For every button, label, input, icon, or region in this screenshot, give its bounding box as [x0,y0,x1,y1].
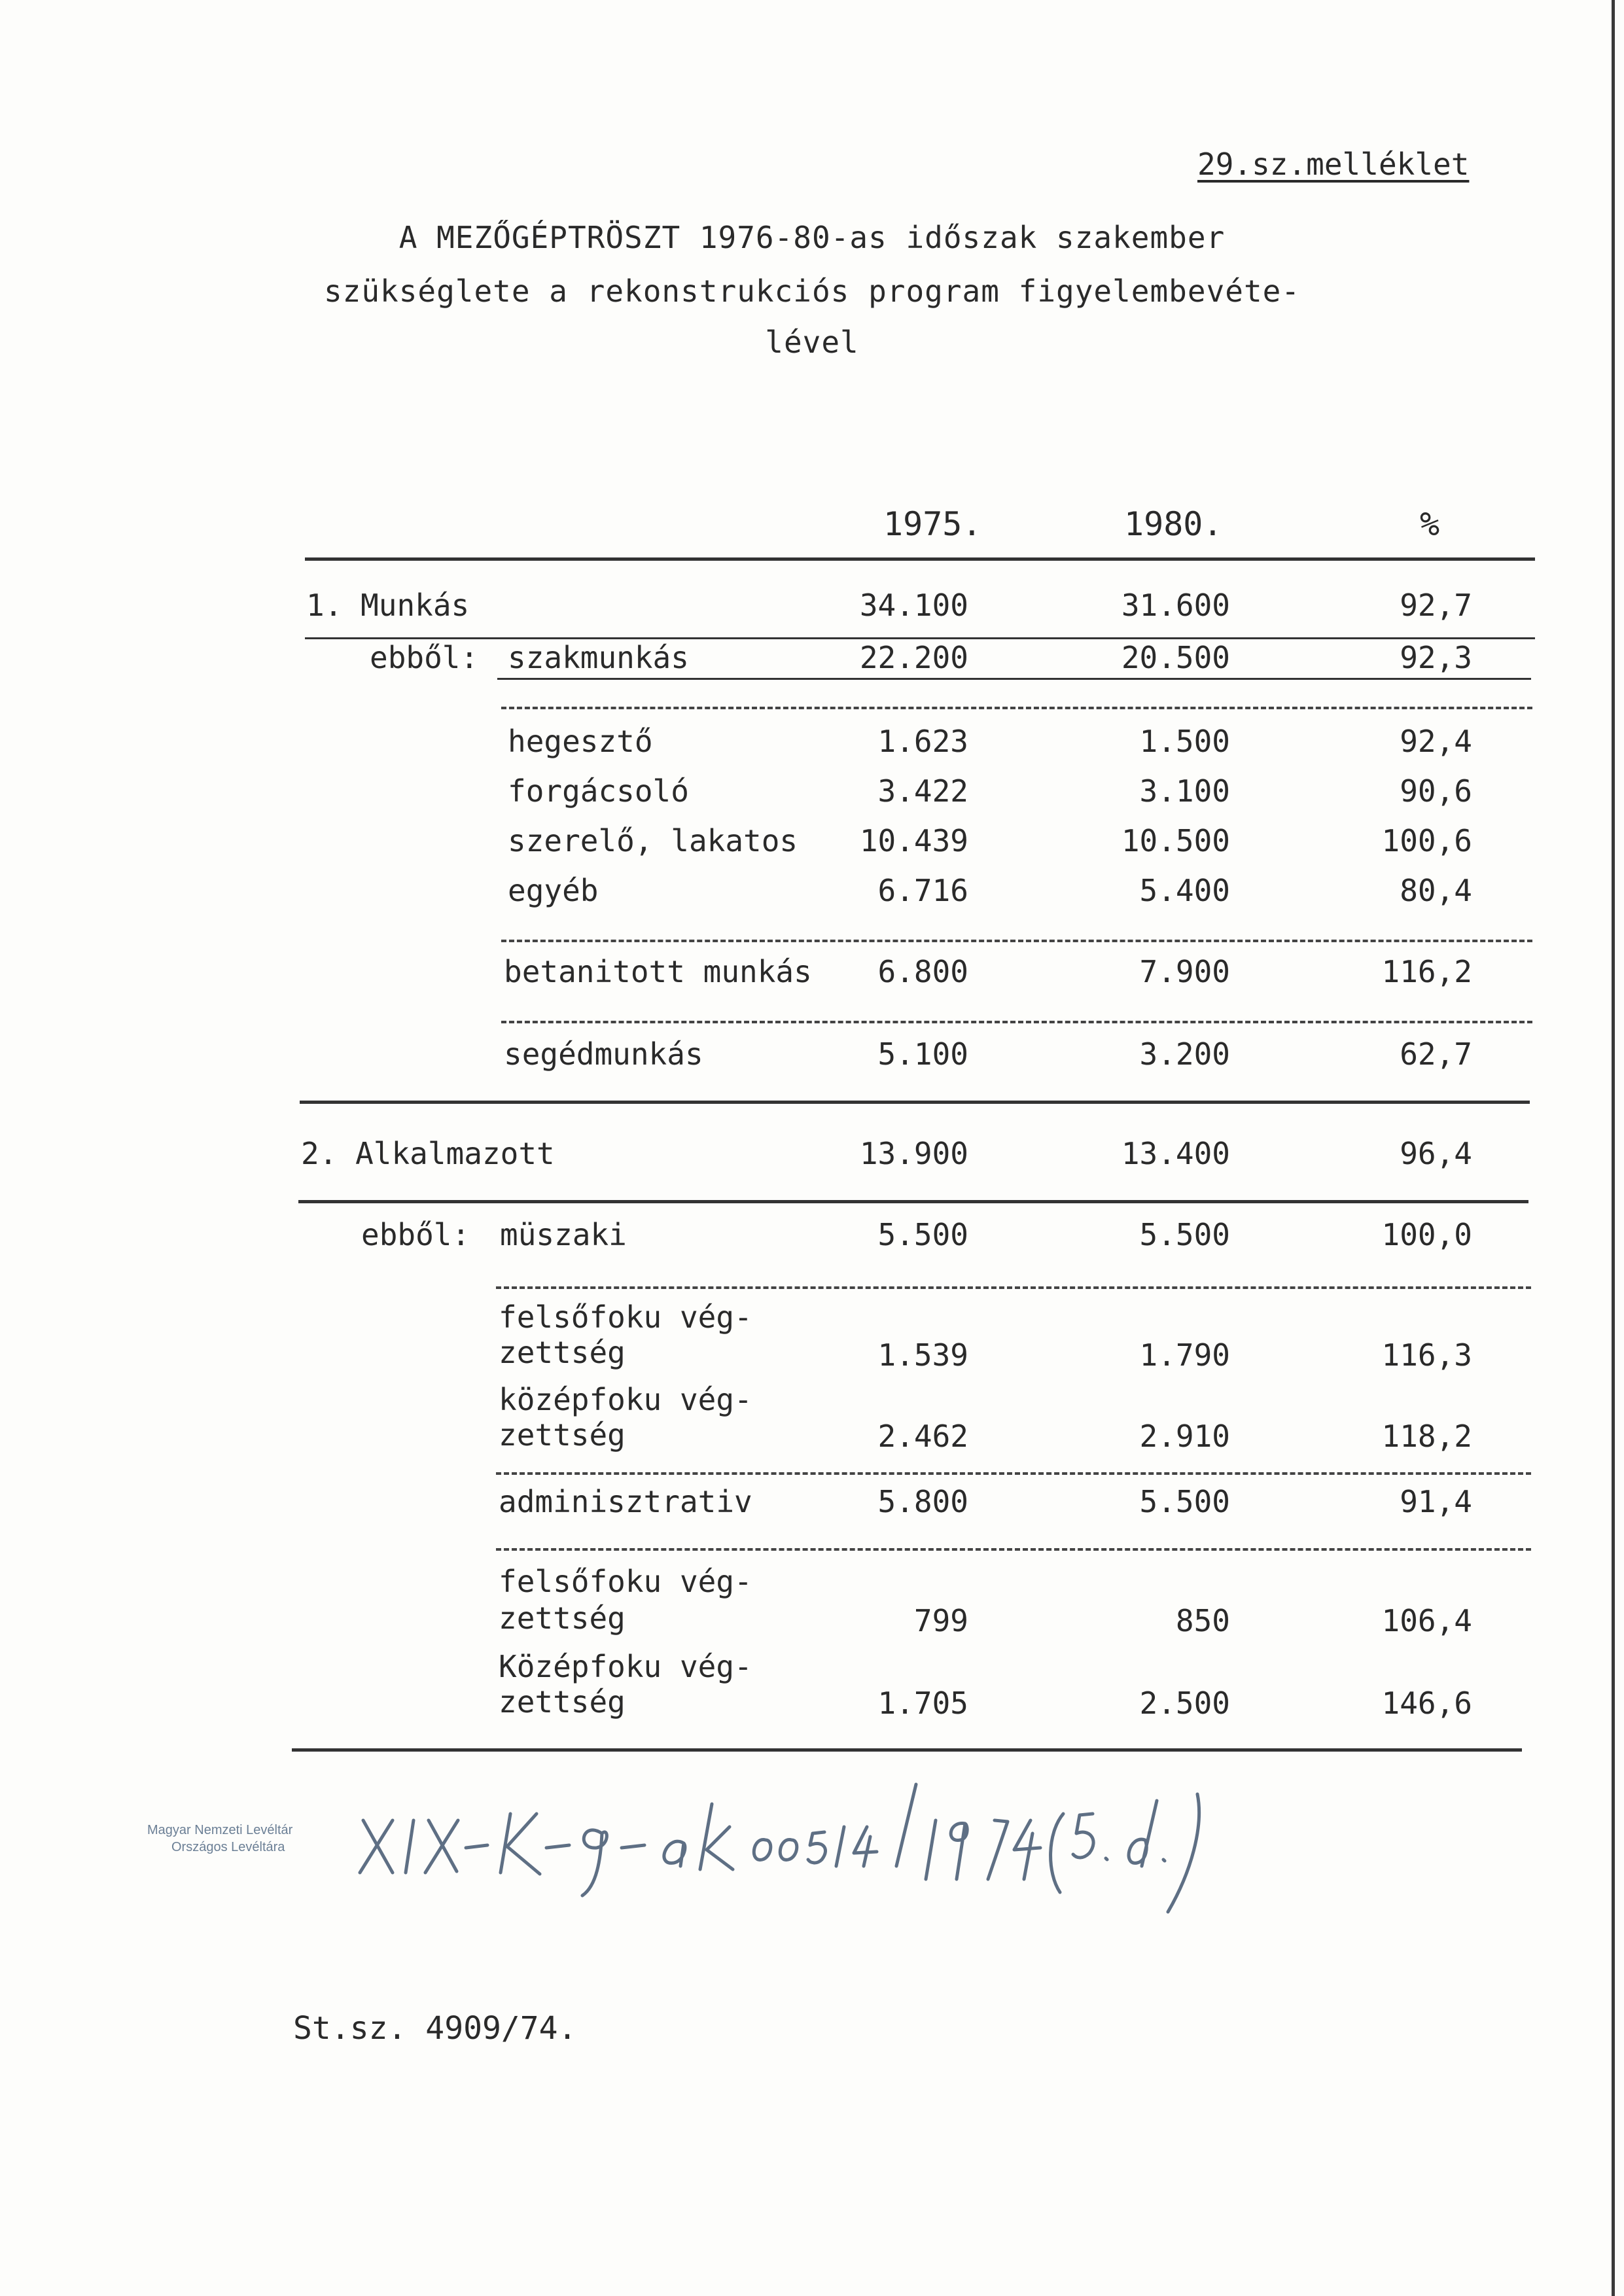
row-label: 2. Alkalmazott [301,1136,555,1171]
cell-1975: 6.716 [877,873,968,908]
cell-1975: 13.900 [859,1136,968,1171]
cell-1975: 5.800 [877,1484,968,1519]
cell-1975: 34.100 [859,588,968,623]
row-label: felsőfoku vég- [499,1299,752,1335]
table-top-rule [305,557,1535,561]
cell-1975: 799 [913,1603,968,1638]
cell-1980: 3.100 [1139,773,1230,809]
cell-percent: 116,2 [1381,954,1472,989]
dashed-rule [496,1286,1531,1289]
cell-1980: 1.500 [1139,724,1230,759]
cell-percent: 100,6 [1381,823,1472,858]
row-label: szakmunkás [508,640,689,675]
row-prefix: ebből: [361,1217,470,1252]
cell-percent: 92,7 [1400,588,1472,623]
table-bottom-rule [292,1748,1522,1752]
dashed-rule [501,707,1532,709]
cell-1975: 3.422 [877,773,968,809]
dashed-rule [501,1021,1532,1023]
row-label: szerelő, lakatos [508,823,798,858]
cell-percent: 118,2 [1381,1419,1472,1454]
footer-reference: St.sz. 4909/74. [293,2010,577,2047]
row-rule [497,678,1531,680]
cell-1980: 20.500 [1121,640,1230,675]
row-label: müszaki [500,1217,627,1252]
cell-percent: 92,3 [1400,640,1472,675]
cell-percent: 96,4 [1400,1136,1472,1171]
row-label-continuation: zettség [499,1335,626,1370]
cell-1975: 5.100 [877,1036,968,1072]
cell-percent: 90,6 [1400,773,1472,809]
cell-1975: 1.539 [877,1337,968,1373]
archive-stamp [137,1816,347,1862]
column-header-percent: % [1420,505,1440,543]
row-label: felsőfoku vég- [499,1564,752,1599]
cell-percent: 92,4 [1400,724,1472,759]
document-title-line-3: lével [765,325,859,360]
document-title-line-2: szükséglete a rekonstrukciós program figyelembevéte- [323,274,1301,309]
row-prefix: ebből: [370,640,479,675]
column-header-1975: 1975. [883,505,982,543]
cell-1980: 5.500 [1139,1484,1230,1519]
row-label: 1. Munkás [306,588,470,623]
row-rule [305,637,1535,639]
dashed-rule [496,1472,1531,1475]
cell-percent: 106,4 [1381,1603,1472,1638]
row-label-continuation: zettség [499,1684,626,1720]
row-label-continuation: zettség [499,1600,626,1636]
row-label: Középfoku vég- [499,1649,752,1684]
annex-reference: 29.sz.melléklet [1197,147,1470,182]
row-label: hegesztő [508,724,653,759]
cell-1980: 2.500 [1139,1686,1230,1721]
cell-percent: 116,3 [1381,1337,1472,1373]
row-label: betanitott munkás [504,954,812,989]
row-label: forgácsoló [508,773,689,809]
section-rule [300,1101,1530,1104]
dashed-rule [496,1548,1531,1551]
column-header-1980: 1980. [1124,505,1223,543]
cell-1980: 5.400 [1139,873,1230,908]
cell-1980: 13.400 [1121,1136,1230,1171]
section-rule [298,1200,1528,1203]
row-label-continuation: zettség [499,1417,626,1453]
cell-1980: 850 [1175,1603,1230,1638]
stamp-line-2: Országos Levéltára [171,1840,285,1854]
cell-1980: 7.900 [1139,954,1230,989]
cell-1980: 10.500 [1121,823,1230,858]
cell-percent: 91,4 [1400,1484,1472,1519]
cell-1980: 5.500 [1139,1217,1230,1252]
cell-1980: 3.200 [1139,1036,1230,1072]
row-label: segédmunkás [504,1036,703,1072]
cell-1980: 2.910 [1139,1419,1230,1454]
cell-1975: 1.623 [877,724,968,759]
row-label: középfoku vég- [499,1382,752,1417]
dashed-rule [501,940,1532,942]
cell-1980: 1.790 [1139,1337,1230,1373]
cell-1975: 5.500 [877,1217,968,1252]
row-label: adminisztrativ [499,1484,752,1519]
cell-1975: 1.705 [877,1686,968,1721]
cell-1975: 10.439 [859,823,968,858]
stamp-line-1: Magyar Nemzeti Levéltár [147,1823,293,1837]
cell-1980: 31.600 [1121,588,1230,623]
cell-percent: 146,6 [1381,1686,1472,1721]
row-label: egyéb [508,873,599,908]
cell-1975: 2.462 [877,1419,968,1454]
cell-percent: 62,7 [1400,1036,1472,1072]
cell-1975: 6.800 [877,954,968,989]
cell-1975: 22.200 [859,640,968,675]
document-title-line-1: A MEZŐGÉPTRÖSZT 1976-80-as időszak szakember [398,220,1226,255]
cell-percent: 100,0 [1381,1217,1472,1252]
cell-percent: 80,4 [1400,873,1472,908]
handwritten-archive-reference [353,1775,1269,1918]
